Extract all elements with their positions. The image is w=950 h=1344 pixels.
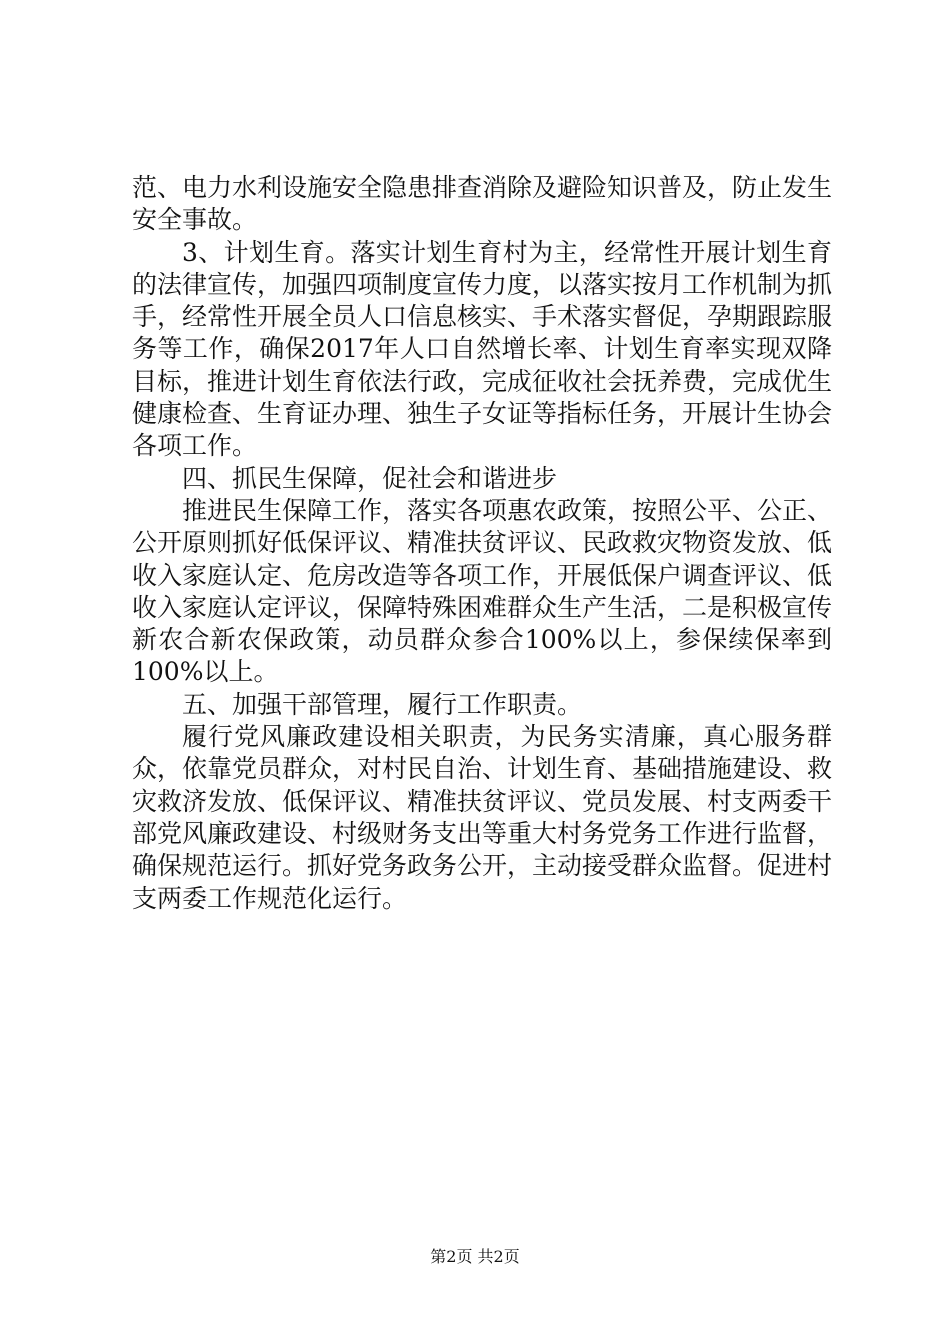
paragraph-3: 推进民生保障工作，落实各项惠农政策，按照公平、公正、公开原则抓好低保评议、精准扶贫评议、民政救灾物资发放、低收入家庭认定、危房改造等各项工作，开展低保户调查评议、低收入家庭认定评议，保障特殊困难群众生产生活，二是积极宣传新农合新农保政策，动员群众参合100%以上，参保续保率到100%以上。 [132,495,833,687]
section-heading-4: 四、抓民生保障，促社会和谐进步 [182,463,558,493]
paragraph-1: 范、电力水利设施安全隐患排查消除及避险知识普及，防止发生安全事故。 [132,173,833,235]
section-heading-5: 五、加强干部管理，履行工作职责。 [182,689,583,719]
paragraph-4: 履行党风廉政建设相关职责，为民务实清廉，真心服务群众，依靠党员群众，对村民自治、计划生育、基础措施建设、救灾救济发放、低保评议、精准扶贫评议、党员发展、村支两委干部党风廉政建设、村级财务支出等重大村务党务工作进行监督，确保规范运行。抓好党务政务公开，主动接受群众监督。促进村支两委工作规范化运行。 [132,722,833,913]
paragraph-2: 3、计划生育。落实计划生育村为主，经常性开展计划生育的法律宣传，加强四项制度宣传力度，以落实按月工作机制为抓手，经常性开展全员人口信息核实、手术落实督促，孕期跟踪服务等工作，确保2017年人口自然增长率、计划生育率实现双降目标，推进计划生育依法行政，完成征收社会抚养费，完成优生健康检查、生育证办理、独生子女证等指标任务，开展计生协会各项工作。 [132,237,833,461]
document-body [132,172,832,915]
page-number-footer: 第2页 共2页 [430,1247,520,1266]
